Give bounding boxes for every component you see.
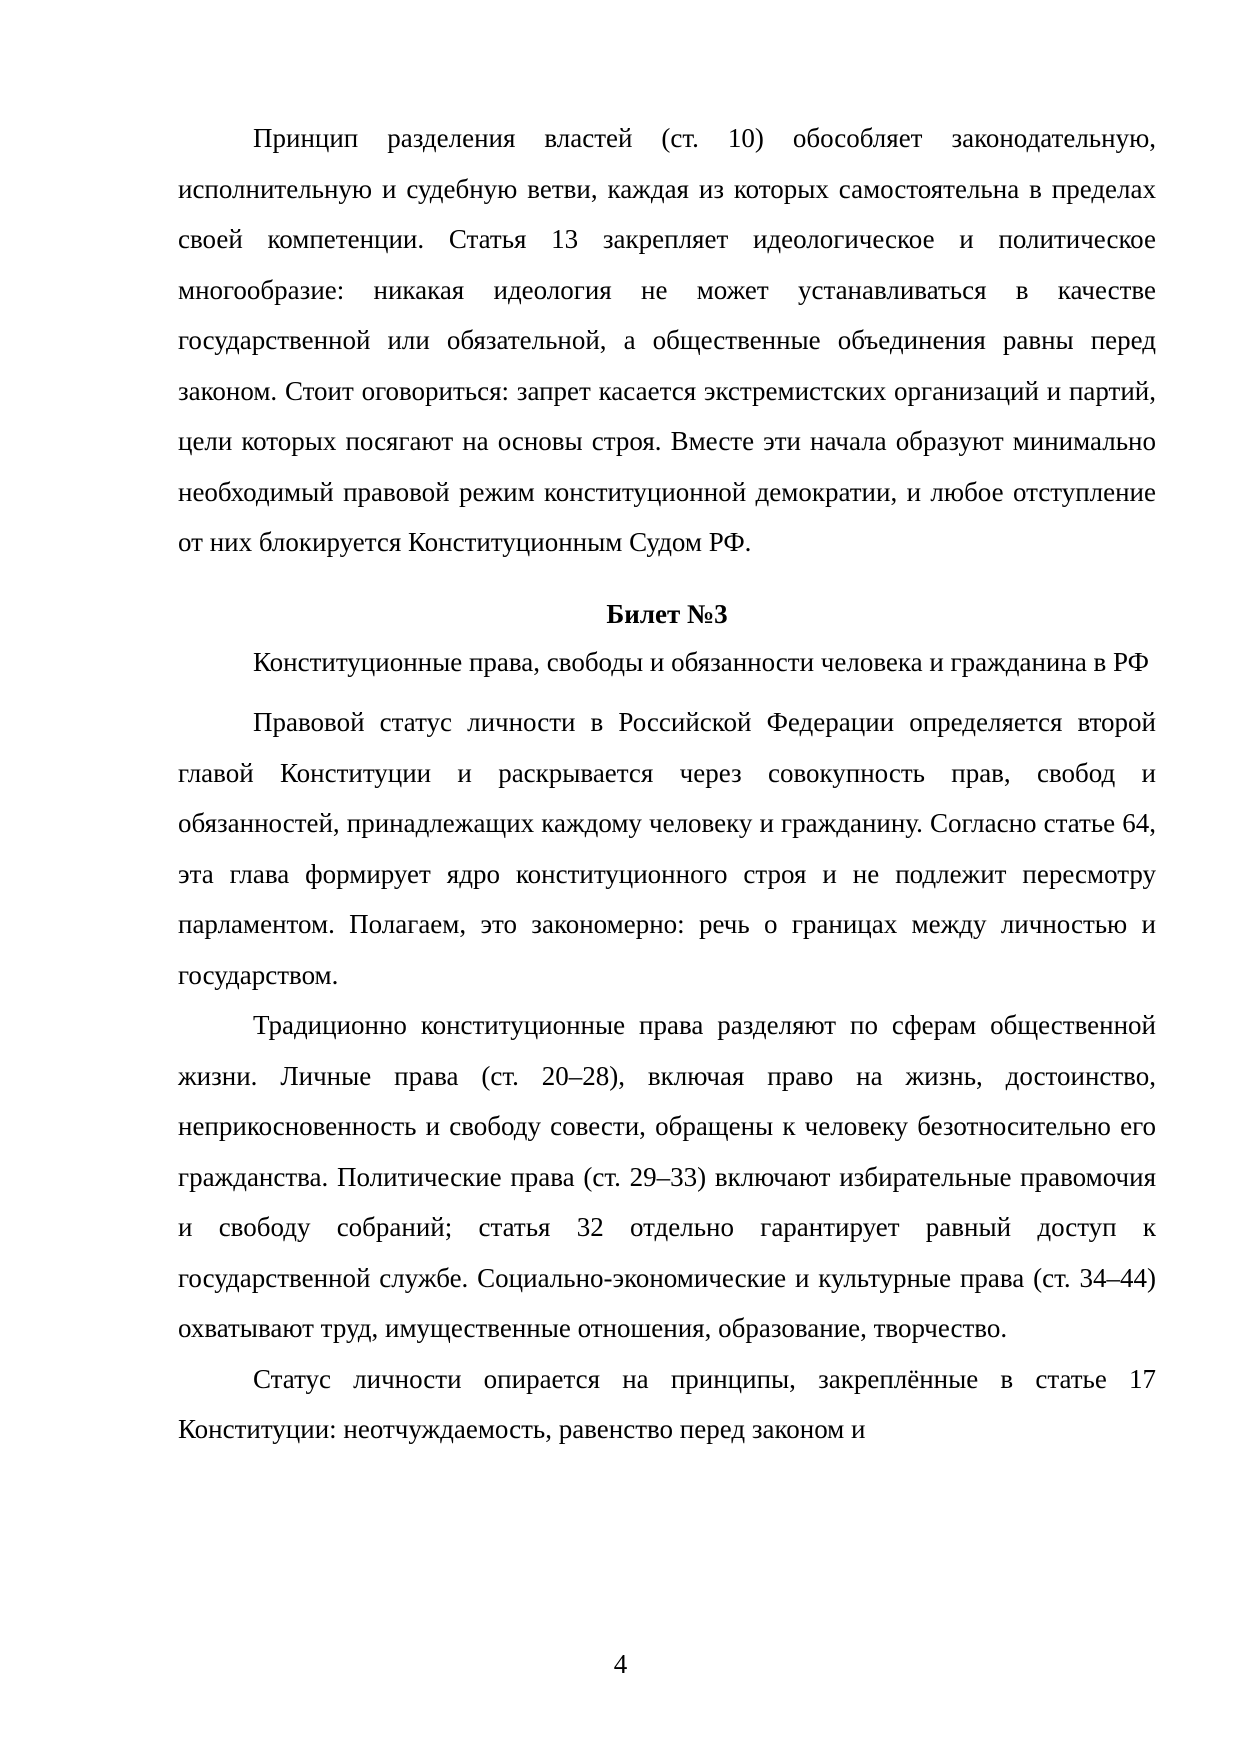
paragraph-separation-of-powers: Принцип разделения властей (ст. 10) обособляет законодательную, исполнительную и судебную ветви, каждая из которых самостоятельна в пределах своей компетенции. Статья 13 закрепляет идеологическое и политическое многообразие: никакая идеология не может устанавливаться в качестве государственной или обязательной, а общественные объединения равны перед законом. Стоит оговориться: запрет касается экстремистских организаций и партий, цели которых посягают на основы строя. Вместе эти начала образуют минимально необходимый правовой режим конституционной демократии, и любое отступление от них блокируется Конституционным Судом РФ. (178, 123, 1156, 557)
paragraph-legal-status: Правовой статус личности в Российской Федерации определяется второй главой Конституции и раскрывается через совокупность прав, свобод и обязанностей, принадлежащих каждому человеку и гражданину. Согласно статье 64, эта глава формирует ядро конституционного строя и не подлежит пересмотру парламентом. Полагаем, это закономерно: речь о границах между личностью и государством. (178, 707, 1156, 990)
page-number: 4 (613, 1649, 628, 1679)
page-content (178, 113, 1156, 1455)
ticket-subject: Конституционные права, свободы и обязанности человека и гражданина в РФ (253, 646, 1149, 677)
paragraph-status-principles: Статус личности опирается на принципы, закреплённые в статье 17 Конституции: неотчуждаемость, равенство перед законом и (178, 1363, 1156, 1444)
paragraph-rights-classification: Традиционно конституционные права разделяют по сферам общественной жизни. Личные права (ст. 20–28), включая право на жизнь, достоинство, неприкосновенность и свободу совести, обращены к человеку безотносительно его гражданства. Политические права (ст. 29–33) включают избирательные правомочия и свободу собраний; статья 32 отдельно гарантирует равный доступ к государственной службе. Социально-экономические и культурные права (ст. 34–44) охватывают труд, имущественные отношения, образование, творчество. (178, 1010, 1156, 1343)
ticket-title: Билет №3 (606, 598, 728, 629)
